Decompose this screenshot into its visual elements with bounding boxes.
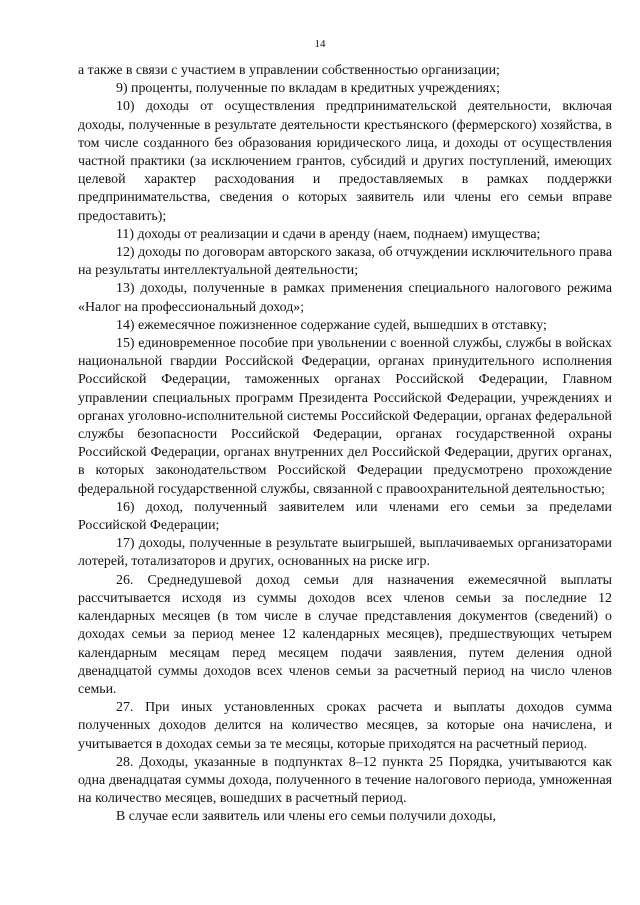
- paragraph-item-16: 16) доход, полученный заявителем или членами его семьи за пределами Российской Федерации;: [78, 499, 612, 534]
- page-number: 14: [314, 38, 326, 50]
- document-body: [78, 62, 612, 827]
- paragraph-item-15: 15) единовременное пособие при увольнении с военной службы, службы в войсках национальной гвардии Российской Федерации, органах принудительного исполнения Российской Федерации, таможенных органах Российской Федерации, Главном управлении специальных программ Президента Российской Федерации, учреждениях и органах уголовно-исполнительной системы Российской Федерации, органах федеральной службы безопасности Российской Федерации, органах государственной охраны Российской Федерации, органах внутренних дел Российской Федерации, других органах, в которых законодательством Российской Федерации предусмотрено прохождение федеральной государственной службы, связанной с правоохранительной деятельностью;: [78, 336, 612, 497]
- paragraph-section-28: 28. Доходы, указанные в подпунктах 8–12 пункта 25 Порядка, учитываются как одна двенадцатая суммы дохода, полученного в течение налогового периода, умноженная на количество месяцев, вошедших в расчетный период.: [78, 754, 612, 807]
- paragraph-section-28-continued: В случае если заявитель или члены его семьи получили доходы,: [116, 809, 496, 825]
- paragraph-item-9: 9) проценты, полученные по вкладам в кредитных учреждениях;: [116, 81, 500, 97]
- paragraph-item-12: 12) доходы по договорам авторского заказа, об отчуждении исключительного права на результаты интеллектуальной деятельности;: [78, 245, 612, 279]
- paragraph-item-14: 14) ежемесячное пожизненное содержание судей, вышедших в отставку;: [116, 317, 547, 333]
- paragraph-item-17: 17) доходы, полученные в результате выигрышей, выплачиваемых организаторами лотерей, тотализаторов и других, основанных на риске игр.: [78, 536, 612, 570]
- paragraph-section-27: 27. При иных установленных сроках расчета и выплаты доходов сумма полученных доходов делится на количество месяцев, за которые она начислена, и учитывается в доходах семьи за те месяцы, которые приходятся на расчетный период.: [78, 700, 612, 752]
- paragraph-section-26: 26. Среднедушевой доход семьи для назначения ежемесячной выплаты рассчитывается исходя из суммы доходов всех членов семьи за последние 12 календарных месяцев (в том числе в случае представления документов (сведений) о доходах семьи за период менее 12 календарных месяцев), предшествующих четырем календарным месяцам перед месяцем подачи заявления, путем деления одной двенадцатой суммы доходов всех членов семьи за расчетный период на число членов семьи.: [78, 572, 612, 697]
- paragraph-item-11: 11) доходы от реализации и сдачи в аренду (наем, поднаем) имущества;: [116, 226, 541, 242]
- paragraph-item-13: 13) доходы, полученные в рамках применения специального налогового режима «Налог на профессиональный доход»;: [78, 281, 612, 315]
- paragraph-item-10: 10) доходы от осуществления предпринимательской деятельности, включая доходы, полученные в результате деятельности крестьянского (фермерского) хозяйства, в том числе созданного без образования юридического лица, и доходы от осуществления частной практики (за исключением грантов, субсидий и других поступлений, имеющих целевой характер расходования и предоставляемых в рамках поддержки предпринимательства, сведения о которых заявитель или члены его семьи вправе предоставить);: [78, 99, 612, 224]
- paragraph-continuation: а также в связи с участием в управлении собственностью организации;: [78, 63, 500, 78]
